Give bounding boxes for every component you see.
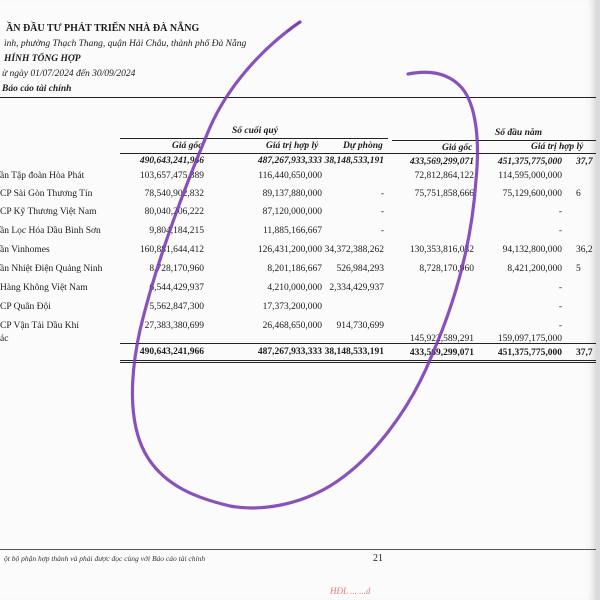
table-cell: - — [380, 189, 384, 199]
group-header-start: Số đầu năm — [495, 128, 542, 138]
table-cell: 11,885,166,667 — [262, 226, 322, 236]
table-cell: 103,657,475,389 — [139, 171, 204, 181]
table-cell: - — [380, 226, 384, 236]
total-provision-start: 37,7 — [576, 348, 593, 358]
total-fair-start: 451,375,775,000 — [497, 348, 562, 358]
total-cost-end: 490,643,241,966 — [139, 347, 204, 357]
total-rule-bottom-1 — [120, 360, 596, 361]
subtotal-provision-start: 37,7 — [576, 157, 593, 167]
table-cell: 145,922,589,291 — [409, 334, 474, 344]
table-cell: - — [558, 283, 562, 293]
col-header-provision-end: Dự phòng — [343, 141, 383, 151]
row-label: Hàng Không Việt Nam — [0, 283, 88, 293]
table-cell: 116,440,650,000 — [258, 171, 322, 181]
table-cell: 75,129,600,000 — [502, 189, 562, 199]
subtotal-fair-end: 487,267,933,333 — [257, 156, 322, 166]
row-label: CP Sài Gòn Thương Tín — [0, 189, 93, 199]
table-cell: 130,353,816,032 — [409, 245, 474, 255]
total-cost-start: 433,569,299,071 — [409, 348, 474, 358]
table-cell: - — [558, 302, 562, 312]
page-edge — [596, 0, 600, 600]
page-number: 21 — [373, 553, 383, 564]
subtotal-cost-start: 433,569,299,071 — [409, 157, 474, 167]
table-cell: - — [558, 321, 562, 331]
table-cell: 914,730,699 — [336, 321, 384, 331]
total-fair-end: 487,267,933,333 — [257, 347, 322, 357]
table-cell: 89,137,880,000 — [262, 189, 322, 199]
table-cell: - — [380, 207, 384, 217]
group-rule-end — [120, 138, 388, 139]
table-cell: 75,751,858,666 — [414, 189, 474, 199]
total-rule-bottom-2 — [120, 362, 596, 363]
table-cell: 36,2 — [576, 245, 593, 255]
row-label: ần Tập đoàn Hòa Phát — [0, 171, 85, 181]
col-header-rule — [120, 153, 596, 154]
report-period: ừ ngày 01/07/2024 đến 30/09/2024 — [2, 69, 136, 79]
group-rule-start — [392, 140, 596, 141]
row-label: ần Vinhomes — [0, 245, 50, 255]
table-cell: 126,431,200,000 — [257, 245, 322, 255]
table-cell: 80,040,206,222 — [144, 207, 204, 217]
header-rule — [0, 97, 596, 98]
table-cell: 9,804,184,215 — [149, 226, 204, 236]
company-name: ẦN ĐẦU TƯ PHÁT TRIỂN NHÀ ĐÀ NẴNG — [6, 23, 200, 34]
table-cell: 8,728,170,960 — [419, 264, 474, 274]
table-cell: - — [558, 207, 562, 217]
subtotal-provision-end: 38,148,533,191 — [324, 156, 384, 166]
table-cell: 114,595,000,000 — [498, 171, 562, 181]
company-address: ình, phường Thạch Thang, quận Hải Châu, thành phố Đà Nẵng — [4, 39, 247, 49]
table-cell: 526,984,293 — [336, 264, 384, 274]
footer-rule — [0, 549, 596, 550]
row-label: CP Vận Tải Dầu Khí — [0, 321, 79, 331]
report-section: Báo cáo tài chính — [2, 84, 72, 94]
table-cell: 5 — [576, 264, 581, 274]
subtotal-cost-end: 490,643,241,966 — [139, 156, 204, 166]
report-title: HÍNH TỔNG HỢP — [4, 54, 81, 64]
table-cell: - — [558, 226, 562, 236]
table-cell: 160,881,644,412 — [139, 245, 204, 255]
table-cell: 8,728,170,960 — [149, 264, 204, 274]
table-cell: 17,373,200,000 — [262, 302, 322, 312]
row-label: ác — [0, 334, 9, 344]
footer-note: ột bộ phận hợp thành và phải được đọc cùng với Báo cáo tài chính — [4, 554, 206, 563]
table-cell: 34,372,388,262 — [324, 245, 384, 255]
col-header-cost-start: Giá gốc — [442, 143, 473, 153]
red-stamp: HĐL ... ...d — [330, 586, 371, 596]
col-header-fair-end: Giá trị hợp lý — [266, 141, 319, 151]
table-cell: 27,383,380,699 — [144, 321, 204, 331]
subtotal-fair-start: 451,375,775,000 — [497, 157, 562, 167]
row-label: CP Kỹ Thương Việt Nam — [0, 207, 97, 217]
table-cell: 5,562,847,300 — [149, 302, 204, 312]
table-cell: 8,201,186,667 — [267, 264, 322, 274]
total-provision-end: 38,148,533,191 — [324, 347, 384, 357]
col-header-fair-start: Giá trị hợp lý — [531, 142, 584, 152]
table-cell: 8,421,200,000 — [507, 264, 562, 274]
group-header-end: Số cuối quý — [232, 126, 278, 136]
table-cell: 6,544,429,937 — [149, 283, 204, 293]
table-cell: 2,334,429,937 — [329, 283, 384, 293]
table-cell: 159,097,175,000 — [497, 334, 562, 344]
col-header-cost-end: Giá gốc — [172, 141, 203, 151]
row-label: ần Nhiệt Điện Quảng Ninh — [0, 264, 103, 274]
row-label: CP Quân Đội — [0, 302, 51, 312]
table-cell: 6 — [576, 189, 581, 199]
table-cell: 4,210,000,000 — [267, 283, 322, 293]
row-label: ần Lọc Hóa Dầu Bình Sơn — [0, 226, 101, 236]
table-cell: 26,468,650,000 — [262, 321, 322, 331]
table-cell: 87,120,000,000 — [262, 207, 322, 217]
table-cell: 72,812,864,122 — [414, 171, 474, 181]
table-cell: 78,540,902,832 — [144, 189, 204, 199]
table-cell: 94,132,800,000 — [502, 245, 562, 255]
